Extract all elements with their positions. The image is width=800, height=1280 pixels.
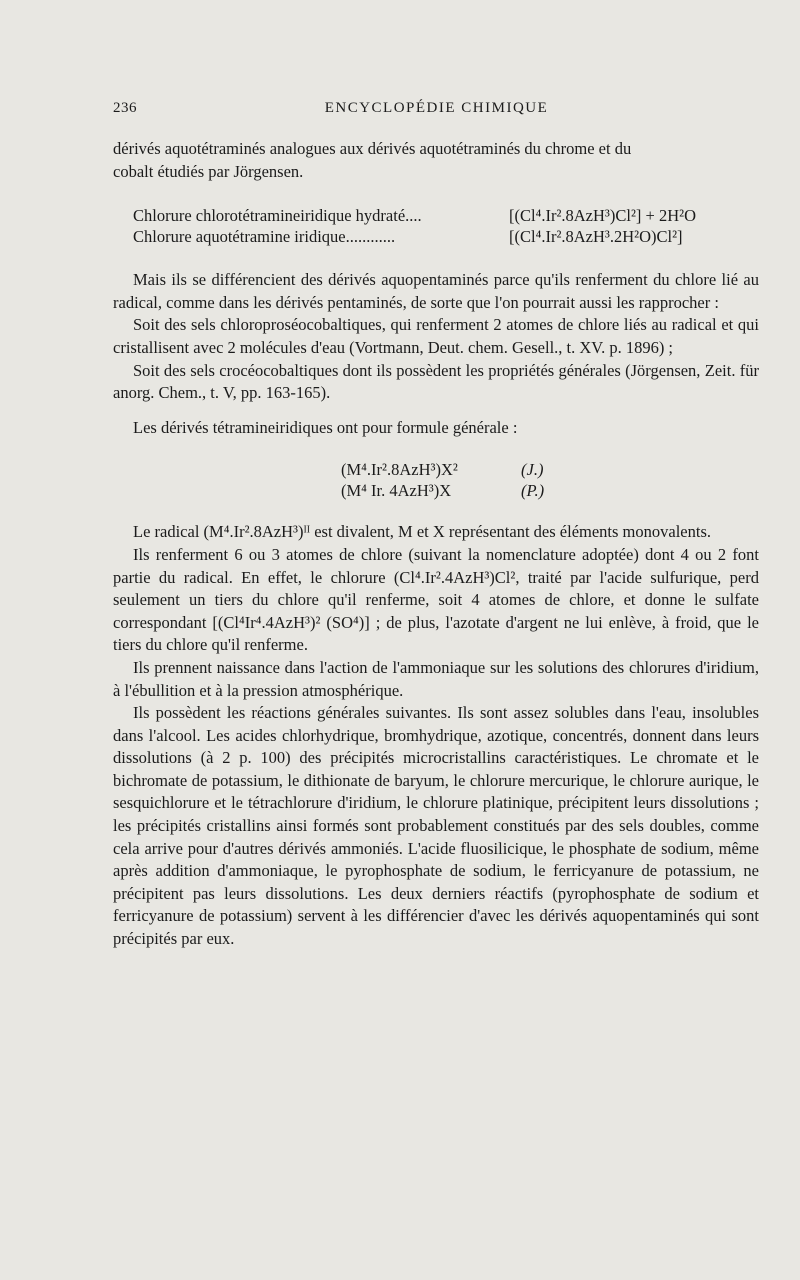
general-formula-row — [341, 459, 759, 480]
paragraph-naissance: Ils prennent naissance dans l'action de l'ammoniaque sur les solutions des chlorures d'iridium, à l'ébullition et à la pression atmosphérique. — [113, 657, 759, 700]
compound-formula: [(Cl⁴.Ir².8AzH³)Cl²] + 2H²O — [509, 206, 696, 226]
compound-formula: [(Cl⁴.Ir².8AzH³.2H²O)Cl²] — [509, 227, 683, 247]
intro-line-2: cobalt étudiés par Jörgensen. — [113, 161, 304, 181]
formula-author: (J.) — [521, 460, 544, 480]
formula-author: (P.) — [521, 481, 545, 501]
compound-row — [133, 205, 759, 226]
general-formula: (M⁴.Ir².8AzH³)X² — [341, 460, 458, 480]
compound-list — [133, 205, 759, 247]
compound-name: Chlorure aquotétramine iridique............ — [133, 227, 396, 247]
intro-line-1: dérivés aquotétraminés analogues aux dérivés aquotétraminés du chrome et du — [113, 139, 632, 158]
intro-paragraph — [113, 138, 759, 183]
body-text — [113, 138, 759, 951]
compound-name: Chlorure chlorotétramineiridique hydraté.... — [133, 206, 422, 226]
paragraph-chlore: Ils renferment 6 ou 3 atomes de chlore (suivant la nomenclature adoptée) dont 4 ou 2 font partie du radical. En effet, le chlorure (Cl⁴.Ir².4AzH³)Cl², traité par l'acide sulfurique, perd seulement un tiers du chlore qu'il renferme, soit 4 atomes de chlore, et donne le sulfate correspondant [(Cl⁴Ir⁴.4AzH³)² (SO⁴)] ; de plus, l'azotate d'argent ne lui enlève, à froid, que le tiers du chlore qu'il renferme. — [113, 544, 759, 655]
general-formula-block — [113, 459, 759, 501]
paragraph-mais: Mais ils se différencient des dérivés aquopentaminés parce qu'ils renferment du chlore lié au radical, comme dans les dérivés pentaminés, de sorte que l'on pourrait aussi les rapprocher : — [113, 270, 759, 312]
page-header — [113, 100, 760, 124]
paragraph-reactions: Ils possèdent les réactions générales suivantes. Ils sont assez solubles dans l'eau, insolubles dans l'alcool. Les acides chlorhydrique, bromhydrique, azotique, concentrés, donnent dans leurs dissolutions (à 2 p. 100) des précipités microcristallins caractéristiques. Le chromate et le bichromate de potassium, le dithionate de baryum, le chlorure mercurique, le chlorure aurique, le sesquichlorure et le tétrachlorure d'iridium, le chlorure platinique, précipitent leurs dissolutions ; les précipités cristallins ainsi formés sont probablement constitués par des sels doubles, comme cela arrive pour d'autres dérivés ammoniés. L'acide fluosilicique, le phosphate de sodium, même après addition d'ammoniaque, le pyrophosphate de sodium, le ferricyanure de potassium, ne précipitent pas leurs dissolutions. Les deux derniers réactifs (pyrophosphate de sodium et ferricyanure de potassium) servent à les différencier d'avec les dérivés aquopentaminés qui sont précipités par eux. — [113, 703, 759, 949]
paragraph-soit-1: Soit des sels chloroproséocobaltiques, qui renferment 2 atomes de chlore liés au radical et qui cristallisent avec 2 molécules d'eau (Vortmann, Deut. chem. Gesell., t. XV. p. 1896) ; — [113, 315, 759, 357]
paragraph-formula-intro: Les dérivés tétramineiridiques ont pour formule générale : — [133, 417, 518, 437]
compound-row — [133, 226, 759, 247]
paragraph-radical: Le radical (M⁴.Ir².8AzH³)ᴵᴵ est divalent, M et X représentant des éléments monovalents. — [133, 522, 712, 542]
paragraph-soit-2: Soit des sels crocéocobaltiques dont ils possèdent les propriétés générales (Jörgensen, Zeit. für anorg. Chem., t. V, pp. 163-165). — [113, 360, 759, 403]
general-formula: (M⁴ Ir. 4AzH³)X — [341, 481, 452, 501]
running-title: ENCYCLOPÉDIE CHIMIQUE — [324, 100, 549, 116]
page-number: 236 — [113, 100, 137, 116]
general-formula-row — [341, 480, 759, 501]
